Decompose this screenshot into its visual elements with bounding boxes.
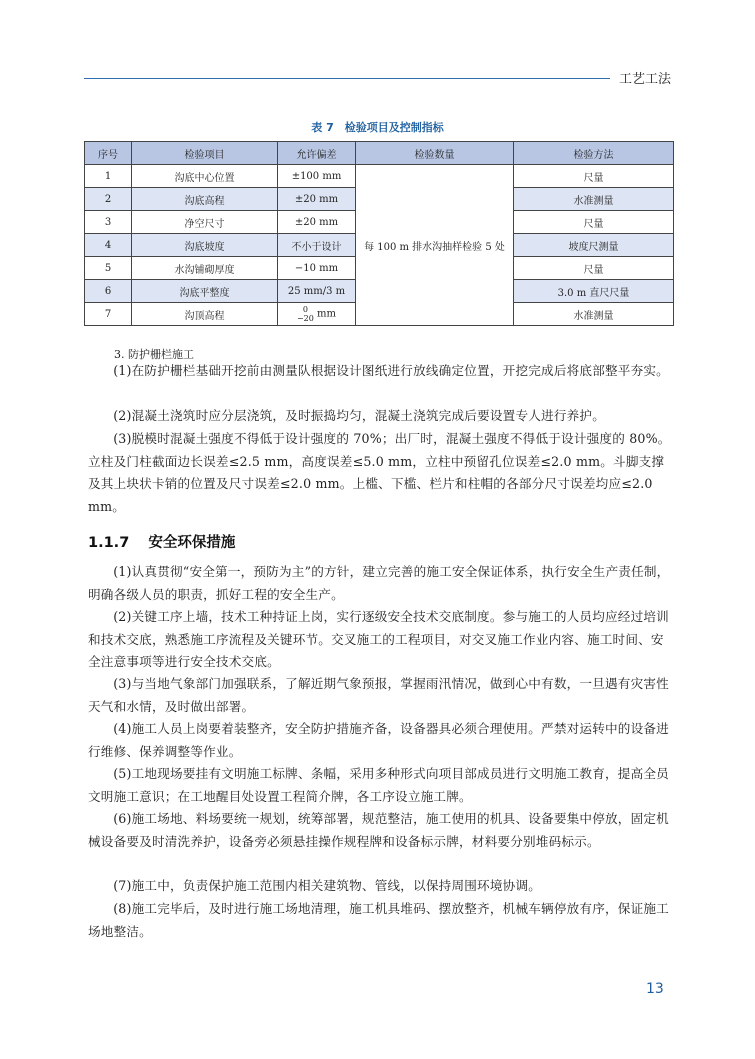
tolerance-upper: 0 — [302, 305, 308, 314]
check-method: 3.0 m 直尺尺量 — [514, 280, 674, 303]
row-number: 7 — [85, 303, 132, 326]
paragraph: (1)在防护栅栏基础开挖前由测量队根据设计图纸进行放线确定位置，开挖完成后将底部整平夯实。 — [113, 363, 669, 378]
table-caption: 表 7 检验项目及控制指标 — [311, 121, 444, 134]
section-number: 1.1.7 — [88, 535, 130, 551]
page-number: 13 — [646, 981, 664, 997]
row-number: 4 — [85, 234, 132, 257]
paragraph: (6)施工场地、料场要统一规划，统筹部署，规范整洁，施工使用的机具、设备要集中停放，固定机械设备要及时清洗养护，设备旁必须悬挂操作规程牌和设备标示牌，材料要分别堆码标示。 — [88, 811, 669, 849]
tolerance-unit: mm — [317, 308, 337, 320]
table-header-row — [85, 142, 674, 165]
column-header: 序号 — [85, 142, 132, 165]
check-method: 尺量 — [514, 257, 674, 280]
paragraph: (3)脱模时混凝土强度不得低于设计强度的 70%；出厂时，混凝土强度不得低于设计强度的 80%。立柱及门柱截面边长误差≤2.5 mm，高度误差≤5.0 mm，立柱中预留孔位误差≤2.0 mm。斗脚支撑及其上块状卡销的位置及尺寸误差≤2.0 mm。上槛、下槛、栏片和柱帽的各部分尺寸误差均应≤2.0 mm。 — [88, 431, 671, 514]
check-item: 沟顶高程 — [132, 303, 278, 326]
column-header: 检验数量 — [356, 142, 514, 165]
tolerance: ±20 mm — [278, 188, 356, 211]
check-item: 水沟铺砌厚度 — [132, 257, 278, 280]
column-header: 检验项目 — [132, 142, 278, 165]
column-header: 允许偏差 — [278, 142, 356, 165]
row-number: 2 — [85, 188, 132, 211]
paragraph: (2)关键工序上墙，技术工种持证上岗，实行逐级安全技术交底制度。参与施工的人员均应经过培训和技术交底，熟悉施工序流程及关键环节。交叉施工的工程项目，对交叉施工作业内容、施工时间、安全注意事项等进行安全技术交底。 — [88, 609, 669, 669]
subsection-title: 3. 防护栅栏施工 — [114, 348, 194, 361]
check-item: 沟底坡度 — [132, 234, 278, 257]
table-row — [85, 165, 674, 188]
paragraph: (5)工地现场要挂有文明施工标牌、条幅，采用多种形式向项目部成员进行文明施工教育，提高全员文明施工意识；在工地醒目处设置工程简介牌，各工序设立施工牌。 — [88, 766, 669, 804]
paragraph: (3)与当地气象部门加强联系，了解近期气象预报，掌握雨汛情况，做到心中有数，一旦遇有灾害性天气和水情，及时做出部署。 — [88, 676, 669, 714]
column-header: 检验方法 — [514, 142, 674, 165]
row-number: 1 — [85, 165, 132, 188]
check-item: 沟底平整度 — [132, 280, 278, 303]
check-method: 尺量 — [514, 165, 674, 188]
running-header: 工艺工法 — [618, 72, 671, 87]
check-item: 沟底中心位置 — [132, 165, 278, 188]
tolerance: ±100 mm — [278, 165, 356, 188]
inspection-quantity: 每 100 m 排水沟抽样检验 5 处 — [356, 165, 514, 326]
check-method: 水准测量 — [514, 303, 674, 326]
tolerance: 25 mm/3 m — [278, 280, 356, 303]
inspection-table — [84, 141, 674, 326]
check-method: 尺量 — [514, 211, 674, 234]
section-heading — [88, 531, 235, 552]
tolerance-range — [297, 305, 314, 323]
tolerance-lower: −20 — [296, 314, 314, 323]
tolerance — [278, 303, 356, 326]
row-number: 3 — [85, 211, 132, 234]
check-method: 水准测量 — [514, 188, 674, 211]
paragraph: (4)施工人员上岗要着装整齐，安全防护措施齐备，设备器具必须合理使用。严禁对运转中的设备进行维修、保养调整等作业。 — [88, 721, 669, 759]
tolerance: −10 mm — [278, 257, 356, 280]
paragraph: (1)认真贯彻“安全第一，预防为主”的方针，建立完善的施工安全保证体系，执行安全生产责任制，明确各级人员的职责，抓好工程的安全生产。 — [88, 564, 670, 602]
tolerance: ±20 mm — [278, 211, 356, 234]
paragraph: (8)施工完毕后，及时进行施工场地清理，施工机具堆码、摆放整齐，机械车辆停放有序，保证施工场地整洁。 — [88, 901, 669, 939]
check-item: 沟底高程 — [132, 188, 278, 211]
tolerance: 不小于设计 — [278, 234, 356, 257]
section-title: 安全环保措施 — [148, 535, 236, 551]
check-item: 净空尺寸 — [132, 211, 278, 234]
header-rule — [84, 78, 610, 79]
paragraph: (2)混凝土浇筑时应分层浇筑，及时振捣均匀，混凝土浇筑完成后要设置专人进行养护。 — [113, 408, 605, 423]
paragraph: (7)施工中，负责保护施工范围内相关建筑物、管线，以保持周围环境协调。 — [113, 878, 542, 893]
row-number: 6 — [85, 280, 132, 303]
row-number: 5 — [85, 257, 132, 280]
check-method: 坡度尺测量 — [514, 234, 674, 257]
